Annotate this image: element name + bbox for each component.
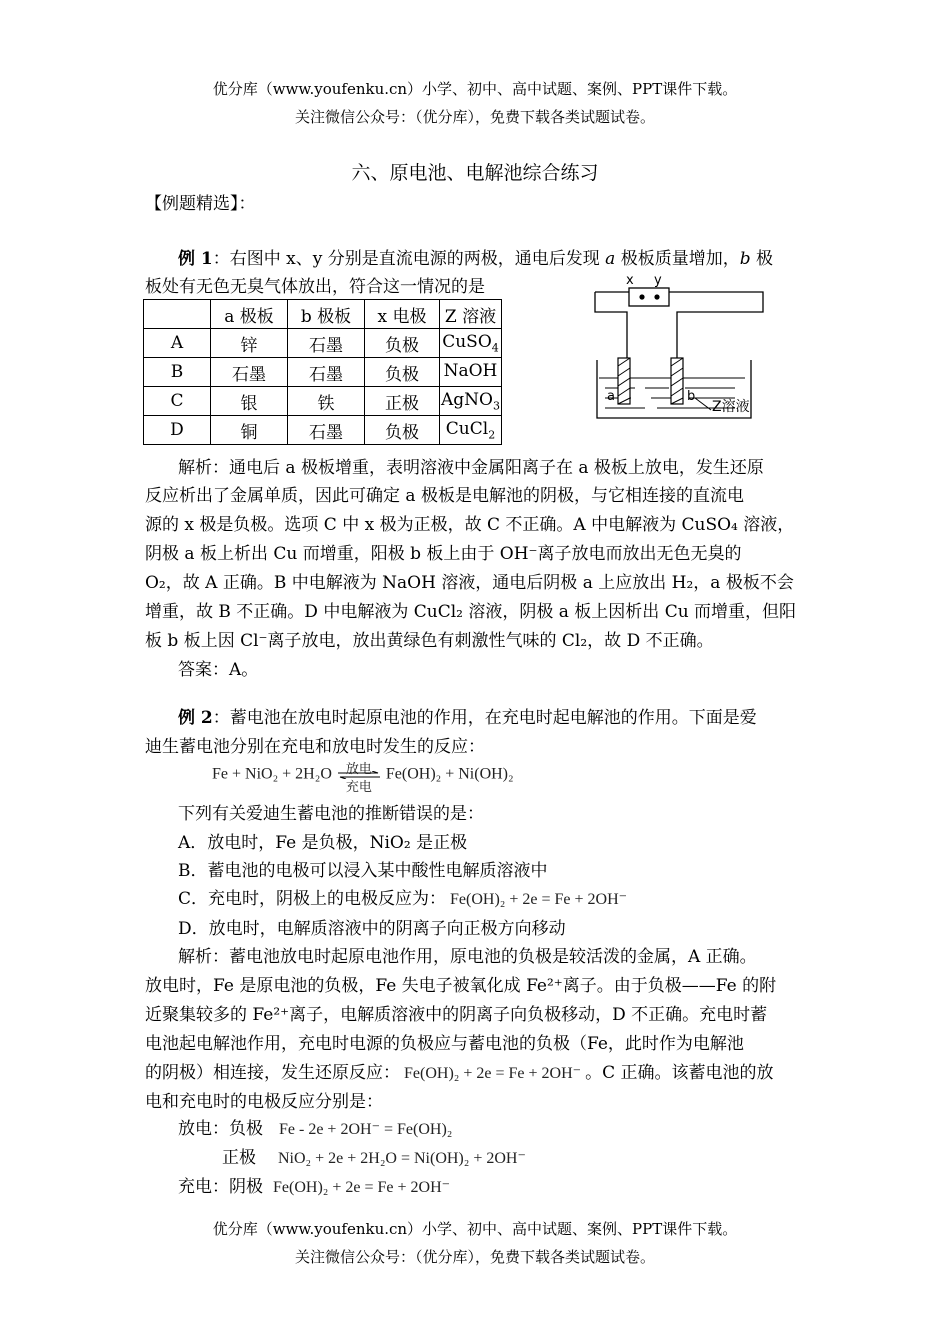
table-cell: 负极 [365, 416, 440, 445]
diagram-x-label: x [626, 273, 634, 288]
formula-main: NaOH [443, 360, 498, 381]
power-terminal-x [639, 294, 644, 299]
charge-cathode-formula: Fe(OH)₂ + 2e = Fe + 2OH⁻ [273, 1179, 451, 1196]
equation-right: Fe(OH)₂ + Ni(OH)₂ [385, 765, 514, 783]
table-cell: 银 [211, 387, 288, 416]
table-row [144, 329, 502, 358]
ex2-analysis-line: 放电时，Fe 是原电池的负极，Fe 失电子被氧化成 Fe²⁺离子。由于负极——Fe 的附 [145, 976, 777, 996]
diagram-b-label: b [687, 389, 696, 404]
table-cell: 石墨 [288, 416, 365, 445]
ex1-text-a: ：右图中 x、y 分别是直流电源的两极，通电后发现 [212, 249, 606, 269]
footer-line-1: 优分库（www.youfenku.cn）小学、初中、高中试题、案例、PPT课件下载。 [212, 1220, 738, 1238]
equilibrium-arrow [336, 760, 382, 795]
discharge-pos-formula: NiO₂ + 2e + 2H₂O = Ni(OH)₂ + 2OH⁻ [278, 1150, 526, 1167]
options-table [143, 299, 502, 445]
equation-left: Fe + NiO₂ + 2H₂O [212, 765, 332, 783]
arrow-bottom-label: 充电 [345, 780, 372, 795]
header-line-1: 优分库（www.youfenku.cn）小学、初中、高中试题、案例、PPT课件下载。 [212, 80, 738, 98]
ex1-analysis-line: 解析：通电后 a 极板增重，表明溶液中金属阳离子在 a 极板上放电，发生还原 [178, 458, 764, 478]
table-cell: 负极 [365, 329, 440, 358]
ex2-analysis-line-5 [145, 1062, 774, 1085]
ex2-analysis-line: 电池起电解池作用，充电时电源的负极应与蓄电池的负极（Fe，此时作为电解池 [145, 1034, 744, 1054]
formula-main: CuSO [442, 331, 492, 352]
diagram-y-label: y [654, 273, 662, 288]
table-cell [440, 329, 502, 358]
formula-sub: 2 [488, 428, 496, 442]
ex2-option-a: A．放电时，Fe 是负极，NiO₂ 是正极 [178, 833, 468, 853]
table-cell: 铁 [288, 387, 365, 416]
table-cell: 负极 [365, 358, 440, 387]
ex1-a: a [605, 249, 616, 269]
table-header-cell: Z 溶液 [440, 300, 502, 329]
table-row [144, 387, 502, 416]
power-terminal-y [654, 294, 659, 299]
table-cell: 石墨 [288, 329, 365, 358]
table-cell: 锌 [211, 329, 288, 358]
ex2-option-b: B．蓄电池的电极可以浸入某中酸性电解质溶液中 [178, 861, 548, 881]
table-header-cell: a 极板 [211, 300, 288, 329]
ex2-analysis-line: 电和充电时的电极反应分别是： [145, 1092, 383, 1112]
analysis-formula: Fe(OH)₂ + 2e = Fe + 2OH⁻ [404, 1065, 582, 1082]
diagram-z-label: Z溶液 [712, 399, 750, 415]
option-c-text: C．充电时，阴极上的电极反应为： [178, 889, 447, 909]
ex1-text-c: 极 [750, 249, 773, 269]
formula-sub: 4 [491, 341, 499, 355]
ex2-option-d: D．放电时，电解质溶液中的阴离子向正极方向移动 [178, 919, 566, 939]
ex1-analysis-line: 源的 x 极是负极。选项 C 中 x 极为正极，故 C 不正确。A 中电解液为 CuSO₄ 溶液， [145, 515, 795, 535]
ex2-analysis-line: 解析：蓄电池放电时起原电池作用，原电池的负极是较活泼的金属，A 正确。 [178, 947, 757, 967]
ex1-analysis-line: 板 b 板上因 Cl⁻离子放电，放出黄绿色有刺激性气味的 Cl₂，故 D 不正确。 [145, 631, 714, 651]
table-cell: 铜 [211, 416, 288, 445]
charge-label: 充电：阴极 [178, 1177, 263, 1197]
table-cell: A [144, 329, 211, 358]
ex1-line-2: 板处有无色无臭气体放出，符合这一情况的是 [145, 277, 485, 297]
ex1-analysis-line: 反应析出了金属单质，因此可确定 a 极板是电解池的阴极，与它相连接的直流电 [145, 486, 744, 506]
formula-main: AgNO [441, 389, 493, 410]
arrow-top-label: 放电 [345, 762, 372, 777]
ex1-b: b [739, 249, 751, 269]
table-cell: 石墨 [288, 358, 365, 387]
ex2-question: 下列有关爱迪生蓄电池的推断错误的是： [178, 804, 484, 824]
table-header-cell: x 电极 [365, 300, 440, 329]
ex1-line-1 [178, 248, 773, 270]
discharge-label: 放电：负极 [178, 1119, 263, 1139]
table-row [144, 358, 502, 387]
table-cell [440, 416, 502, 445]
ex1-analysis-line: 增重，故 B 不正确。D 中电解液为 CuCl₂ 溶液，阴极 a 板上因析出 Cu 而增重，但阳 [145, 602, 797, 622]
table-row [144, 416, 502, 445]
ex2-label: 例 2 [178, 708, 213, 728]
table-header-row [144, 300, 502, 329]
ex2-line-2: 迪生蓄电池分别在充电和放电时发生的反应： [145, 737, 485, 757]
section-label: 【例题精选】： [145, 194, 256, 214]
header-line-2: 关注微信公众号：（优分库），免费下载各类试题试卷。 [294, 108, 655, 126]
formula-sub: 3 [492, 399, 500, 413]
electrolysis-diagram [585, 270, 785, 420]
ex1-answer: 答案：A。 [178, 660, 259, 680]
table-cell: 正极 [365, 387, 440, 416]
analysis-tail: 。C 正确。该蓄电池的放 [585, 1063, 774, 1083]
ex1-analysis-line: O₂，故 A 正确。B 中电解液为 NaOH 溶液，通电后阴极 a 上应放出 H₂，a 极板不会 [145, 573, 794, 593]
ex2-option-c [178, 888, 627, 911]
ex1-analysis-line: 阴极 a 板上析出 Cu 而增重，阳极 b 板上由于 OH⁻离子放电而放出无色无臭的 [145, 544, 742, 564]
table-header-cell: b 极板 [288, 300, 365, 329]
positive-label: 正极 [222, 1148, 256, 1168]
ex2-line-1-text: ：蓄电池在放电时起原电池的作用，在充电时起电解池的作用。下面是爱 [212, 708, 757, 728]
power-source-box [629, 288, 669, 306]
analysis-text: 的阴极）相连接，发生还原反应： [145, 1063, 400, 1083]
ex1-label: 例 1 [178, 249, 213, 269]
table-cell: C [144, 387, 211, 416]
charge-cathode [178, 1176, 450, 1199]
footer-line-2: 关注微信公众号：（优分库），免费下载各类试题试卷。 [294, 1248, 655, 1266]
circuit-wires [595, 292, 763, 358]
table-cell [440, 358, 502, 387]
ex1-text-b: 极板质量增加， [615, 249, 740, 269]
formula-main: CuCl [445, 418, 489, 439]
ex2-equation [212, 760, 514, 795]
discharge-negative [178, 1118, 452, 1141]
table-cell: D [144, 416, 211, 445]
diagram-a-label: a [607, 389, 615, 404]
table-cell [440, 387, 502, 416]
discharge-positive [222, 1147, 526, 1170]
page-title: 六、原电池、电解池综合练习 [351, 162, 599, 184]
table-cell: B [144, 358, 211, 387]
table-header-cell [144, 300, 211, 329]
ex2-line-1 [178, 707, 757, 729]
discharge-neg-formula: Fe - 2e + 2OH⁻ = Fe(OH)₂ [279, 1121, 453, 1138]
table-cell: 石墨 [211, 358, 288, 387]
option-c-formula: Fe(OH)₂ + 2e = Fe + 2OH⁻ [450, 891, 628, 908]
ex2-analysis-line: 近聚集较多的 Fe²⁺离子，电解质溶液中的阴离子向负极移动，D 不正确。充电时蓄 [145, 1005, 768, 1025]
